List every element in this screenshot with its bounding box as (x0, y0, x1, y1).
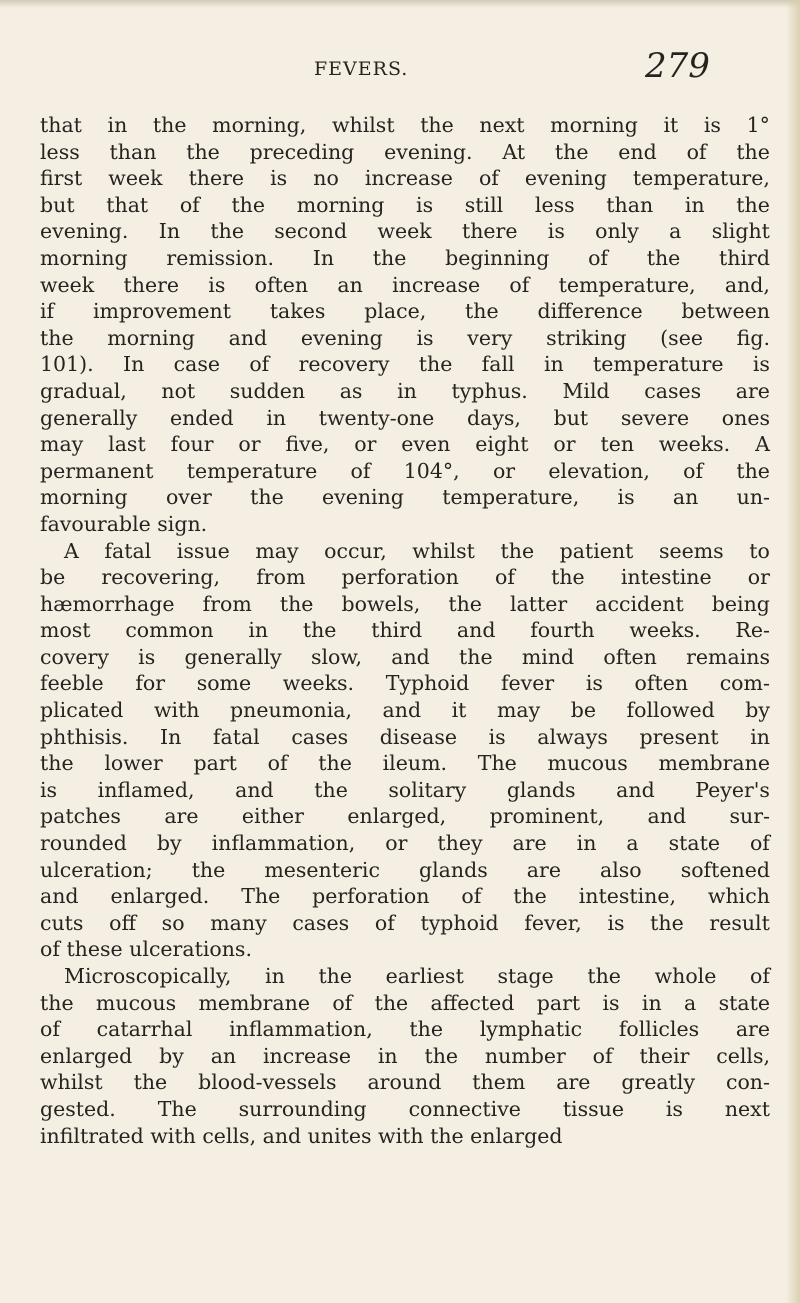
text-line: ulceration; the mesenteric glands are also softened (40, 857, 770, 882)
text-line: the morning and evening is very striking (see fig. (40, 325, 770, 350)
body-text (40, 112, 770, 1149)
text-line: of these ulcerations. (40, 937, 252, 962)
text-line: Microscopically, in the earliest stage the whole of (64, 964, 770, 988)
text-line: generally ended in twenty-one days, but severe ones (40, 405, 770, 430)
text-line: phthisis. In fatal cases disease is always present in (40, 724, 770, 749)
text-line: morning remission. In the beginning of the third (40, 245, 770, 270)
text-line: first week there is no increase of evening temperature, (40, 166, 770, 191)
text-line: gradual, not sudden as in typhus. Mild cases are (40, 378, 770, 403)
text-line: may last four or five, or even eight or ten weeks. A (40, 432, 770, 457)
text-line: patches are either enlarged, prominent, and sur- (40, 804, 770, 829)
text-line: favourable sign. (40, 511, 208, 536)
text-line: cuts off so many cases of typhoid fever, is the result (40, 910, 770, 935)
text-line: but that of the morning is still less than in the (40, 192, 770, 217)
text-line: and enlarged. The perforation of the intestine, which (40, 884, 770, 909)
text-line: 101). In case of recovery the fall in temperature is (40, 352, 770, 377)
page-right-edge (786, 0, 800, 1303)
text-line: week there is often an increase of temperature, and, (40, 272, 770, 297)
text-line: is inflamed, and the solitary glands and Peyer's (40, 777, 770, 802)
text-line: rounded by inflammation, or they are in a state of (40, 831, 770, 856)
text-line: permanent temperature of 104°, or elevation, of the (40, 458, 770, 483)
page-number: 279 (645, 46, 710, 86)
text-line: if improvement takes place, the difference between (40, 299, 770, 324)
text-line: of catarrhal inflammation, the lymphatic follicles are (40, 1017, 770, 1042)
text-line: gested. The surrounding connective tissue is next (40, 1096, 770, 1121)
text-line: evening. In the second week there is only a slight (40, 219, 770, 244)
text-line: enlarged by an increase in the number of their cells, (40, 1043, 770, 1068)
text-line: the mucous membrane of the affected part is in a state (40, 990, 770, 1015)
text-line: covery is generally slow, and the mind often remains (40, 644, 770, 669)
text-line: A fatal issue may occur, whilst the patient seems to (64, 538, 770, 563)
text-line: feeble for some weeks. Typhoid fever is often com- (40, 671, 770, 696)
text-line: morning over the evening temperature, is an un- (40, 485, 770, 510)
running-title: FEVERS. (314, 58, 409, 80)
text-line: plicated with pneumonia, and it may be followed by (40, 698, 770, 723)
page-top-edge (0, 0, 800, 8)
text-line: most common in the third and fourth weeks. Re- (40, 618, 770, 643)
text-line: less than the preceding evening. At the end of the (40, 139, 770, 164)
text-line: that in the morning, whilst the next morning it is 1° (40, 113, 770, 137)
text-line: whilst the blood-vessels around them are greatly con- (40, 1070, 770, 1095)
text-line: the lower part of the ileum. The mucous membrane (40, 751, 770, 776)
text-line: hæmorrhage from the bowels, the latter accident being (40, 591, 770, 616)
text-line: be recovering, from perforation of the intestine or (40, 565, 770, 590)
text-line: infiltrated with cells, and unites with the enlarged (40, 1123, 563, 1148)
